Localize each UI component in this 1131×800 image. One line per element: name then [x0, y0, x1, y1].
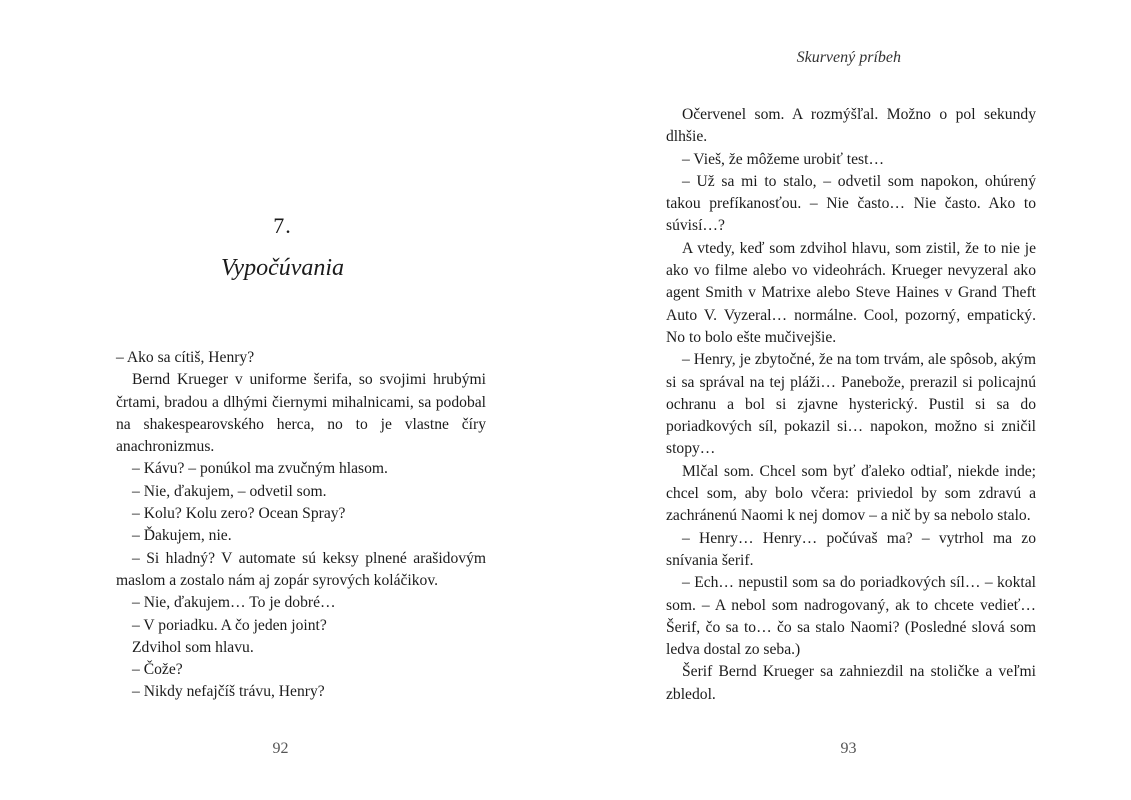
- chapter-number: 7.: [273, 213, 292, 238]
- running-head: Skurvený príbeh: [796, 49, 901, 66]
- paragraph: – Nie, ďakujem… To je dobré…: [132, 594, 336, 612]
- right-page-text: [666, 104, 1036, 706]
- paragraph: Mlčal som. Chcel som byť ďaleko odtiaľ, niekde inde; chcel som, aby bolo včera: priviedol by som zdravú a zachránenú Naomi k nej domov – a nič by sa nebolo stalo.: [666, 462, 1036, 525]
- page-number: 92: [272, 740, 289, 757]
- page-number: 93: [840, 740, 857, 757]
- paragraph: – Ako sa cítiš, Henry?: [116, 349, 255, 366]
- paragraph: – Ech… nepustil som sa do poriadkových síl… – koktal som. – A nebol som nadrogovaný, ak to chcete vedieť… Šerif, čo sa to… čo sa stalo Naomi? (Posledné slová som ledva dostal zo seba.): [666, 574, 1036, 659]
- paragraph: – Si hladný? V automate sú keksy plnené arašidovým maslom a zostalo nám aj zopár syrových koláčikov.: [116, 549, 486, 589]
- paragraph: – Kávu? – ponúkol ma zvučným hlasom.: [132, 460, 388, 478]
- paragraph: – Kolu? Kolu zero? Ocean Spray?: [132, 505, 346, 523]
- paragraph: Zdvihol som hlavu.: [132, 638, 254, 656]
- paragraph: – Čože?: [132, 661, 183, 679]
- left-page-text: [116, 347, 486, 704]
- paragraph: – Vieš, že môžeme urobiť test…: [682, 150, 885, 168]
- right-page: [566, 0, 1131, 800]
- paragraph: – Nie, ďakujem, – odvetil som.: [132, 482, 327, 500]
- paragraph: – Ďakujem, nie.: [132, 527, 232, 545]
- paragraph: – Už sa mi to stalo, – odvetil som napokon, ohúrený takou prefíkanosťou. – Nie často… Nie často. Ako to súvisí…?: [666, 172, 1036, 235]
- paragraph: – V poriadku. A čo jeden joint?: [132, 616, 327, 634]
- paragraph: – Henry… Henry… počúvaš ma? – vytrhol ma zo snívania šerif.: [666, 529, 1036, 569]
- paragraph: – Henry, je zbytočné, že na tom trvám, ale spôsob, akým si sa správal na tej pláži… Panebože, prerazil si policajnú ochranu a bol si zjavne hysterický. Pustil si sa do poriadkových síl, pokazil si… napokon, možno si zničil stopy…: [666, 351, 1036, 458]
- paragraph: A vtedy, keď som zdvihol hlavu, som zistil, že to nie je ako vo filme alebo vo videohrách. Krueger nevyzeral ako agent Smith v Matrixe alebo Steve Haines v Grand Theft Auto V. Vyzeral… normálne. Cool, pozorný, empatický. No to bolo ešte mučivejšie.: [666, 239, 1036, 346]
- paragraph: Šerif Bernd Krueger sa zahniezdil na stoličke a veľmi zbledol.: [666, 663, 1036, 703]
- paragraph: Očervenel som. A rozmýšľal. Možno o pol sekundy dlhšie.: [666, 106, 1036, 146]
- left-page: [0, 0, 565, 800]
- paragraph: Bernd Krueger v uniforme šerifa, so svojimi hrubými črtami, bradou a dlhými čiernymi mihalnicami, sa podobal na shakespearovského herca, no to je vlastne číry anachronizmus.: [116, 371, 486, 456]
- chapter-title: Vypočúvania: [220, 255, 345, 281]
- paragraph: – Nikdy nefajčíš trávu, Henry?: [132, 683, 325, 701]
